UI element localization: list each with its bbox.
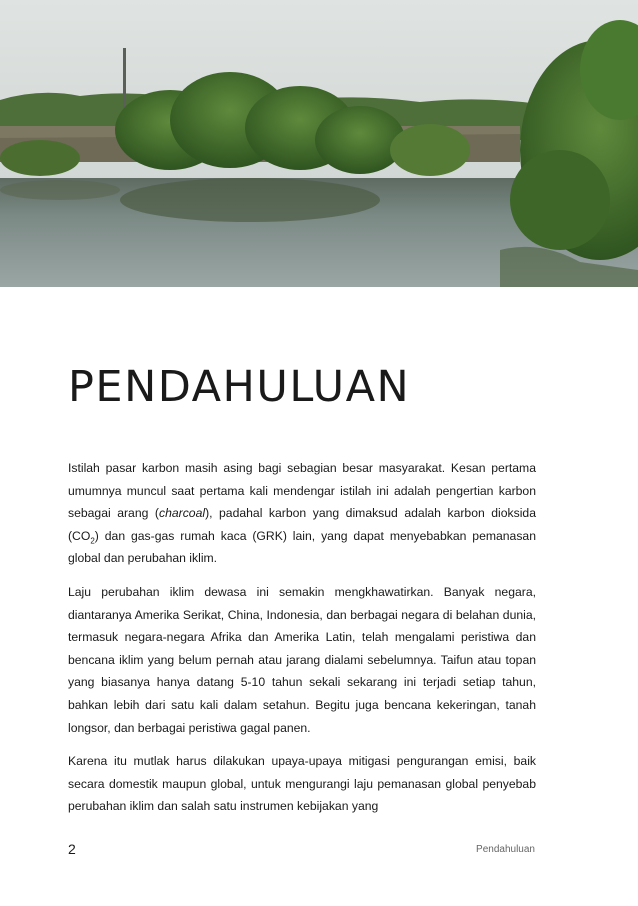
page-number: 2 bbox=[68, 841, 76, 857]
paragraph-2: Laju perubahan iklim dewasa ini semakin mengkhawatirkan. Banyak negara, diantaranya Amerika Serikat, China, Indonesia, dan berbagai negara di belahan dunia, termasuk negara-negara Afrika dan Amerika Latin, telah mengalami peristiwa dan bencana iklim yang belum pernah atau jarang dialami sebelumnya. Taifun atau topan yang biasanya hanya datang 5-10 tahun sekali sekarang ini terjadi setiap tahun, bahkan lebih dari satu kali dalam setahun. Begitu juga bencana kekeringan, tanah longsor, dan berbagai peristiwa gagal panen. bbox=[68, 584, 536, 735]
body-text bbox=[68, 457, 536, 829]
italic-term: charcoal bbox=[158, 506, 206, 521]
mangrove-photo bbox=[0, 0, 638, 287]
paragraph-3: Karena itu mutlak harus dilakukan upaya-upaya mitigasi pengurangan emisi, baik secara domestik maupun global, untuk mengurangi laju pemanasan global penyebab perubahan iklim dan salah satu instrumen kebijakan yang bbox=[68, 754, 536, 814]
header-photo bbox=[0, 0, 638, 287]
chapter-title: PENDAHULUAN bbox=[68, 362, 411, 412]
running-head: Pendahuluan bbox=[476, 844, 535, 855]
paragraph-1: Istilah pasar karbon masih asing bagi sebagian besar masyarakat. Kesan pertama umumnya muncul saat pertama kali mendengar istilah ini adalah pengertian karbon sebagai arang (charcoal), padahal karbon yang dimaksud adalah karbon dioksida $(CO_2)$ dan gas-gas rumah kaca (GRK) lain, yang dapat menyebabkan pemanasan global dan perubahan iklim. bbox=[68, 461, 536, 566]
subscript: 2 bbox=[90, 536, 95, 546]
